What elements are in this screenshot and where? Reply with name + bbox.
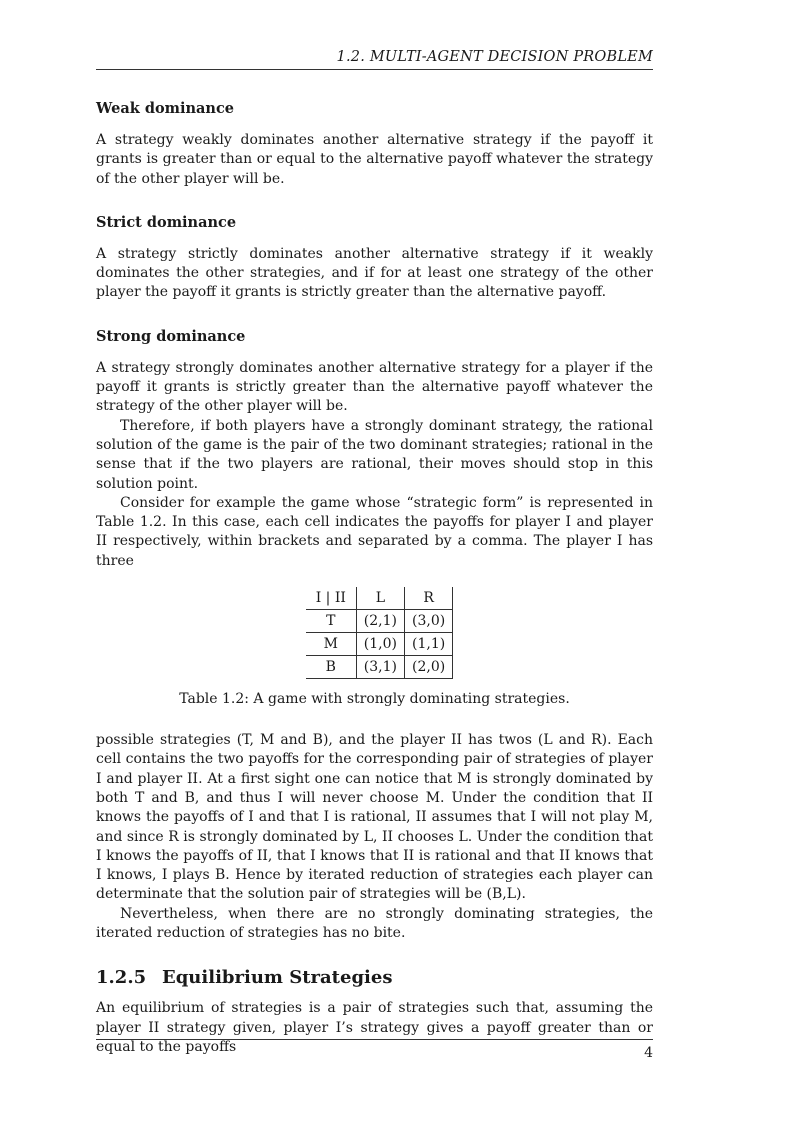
footer-rule xyxy=(96,1039,653,1040)
row-label-m: M xyxy=(306,633,357,656)
table-caption: Table 1.2: A game with strongly dominating strategies. xyxy=(179,691,570,708)
paragraph-strong-dominance: A strategy strongly dominates another alternative strategy for a player if the payoff it grants is strictly greater than the alternative payoff whatever the strategy of the other player will be. xyxy=(96,359,653,415)
column-header-l: L xyxy=(356,587,404,610)
table-cell: (3,0) xyxy=(405,610,453,633)
paragraph-rational-solution: Therefore, if both players have a strongly dominant strategy, the rational solution of the game is the pair of the two dominant strategies; rational in the sense that if the two players are rational, their moves should stop in this solution point. xyxy=(96,417,653,492)
header-rule xyxy=(96,69,653,70)
paragraph-iterated-reduction: possible strategies (T, M and B), and the player II has twos (L and R). Each cell contains the two payoffs for the corresponding pair of strategies of player I and player II. At a first sight one can notice that M is strongly dominated by both T and B, and thus I will never choose M. Under the condition that II knows the payoffs of I and that I is rational, II assumes that I will not play M, and since R is strongly dominated by L, II chooses L. Under the condition that I knows the payoffs of II, that I knows that II is rational and that II knows that I knows, I plays B. Hence by iterated reduction of strategies each player can determinate that the solution pair of strategies will be (B,L). xyxy=(96,732,653,903)
table-row xyxy=(306,610,453,633)
table-cell: (2,0) xyxy=(405,656,453,679)
section-heading-equilibrium xyxy=(96,967,653,989)
row-label-t: T xyxy=(306,610,357,633)
column-header-r: R xyxy=(405,587,453,610)
table-row xyxy=(306,656,453,679)
section-number: 1.2.5 xyxy=(96,967,147,989)
row-label-b: B xyxy=(306,656,357,679)
table-row xyxy=(306,633,453,656)
table-cell: (2,1) xyxy=(356,610,404,633)
table-cell: (1,0) xyxy=(356,633,404,656)
page-content xyxy=(96,99,653,1057)
paragraph-no-bite: Nevertheless, when there are no strongly dominating strategies, the iterated reduction of strategies has no bite. xyxy=(96,905,653,942)
paragraph-example-intro: Consider for example the game whose “strategic form” is represented in Table 1.2. In this case, each cell indicates the payoffs for player I and player II respectively, within brackets and separated by a comma. The player I has three xyxy=(96,494,653,569)
table-container xyxy=(96,587,653,679)
page-number: 4 xyxy=(644,1045,653,1061)
table-cell: (3,1) xyxy=(356,656,404,679)
section-title: Equilibrium Strategies xyxy=(162,967,393,989)
payoff-table xyxy=(306,587,453,679)
subheading-weak-dominance: Weak dominance xyxy=(96,100,235,117)
paragraph-equilibrium: An equilibrium of strategies is a pair of strategies such that, assuming the player II strategy given, player I’s strategy gives a payoff greater than or equal to the payoffs xyxy=(96,1000,653,1055)
page xyxy=(96,0,653,1123)
paragraph-strict-dominance: A strategy strictly dominates another alternative strategy if it weakly dominates the other strategies, and if for at least one strategy of the other player the payoff it grants is strictly greater than the alternative payoff. xyxy=(96,245,653,301)
table-header-row xyxy=(306,587,453,610)
running-header: 1.2. MULTI-AGENT DECISION PROBLEM xyxy=(336,49,653,65)
subheading-strict-dominance: Strict dominance xyxy=(96,213,237,231)
subheading-strong-dominance: Strong dominance xyxy=(96,327,246,345)
paragraph-weak-dominance: A strategy weakly dominates another alternative strategy if the payoff it grants is greater than or equal to the alternative payoff whatever the strategy of the other player will be. xyxy=(96,132,653,187)
table-cell: (1,1) xyxy=(405,633,453,656)
table-corner-cell: I | II xyxy=(306,587,357,610)
